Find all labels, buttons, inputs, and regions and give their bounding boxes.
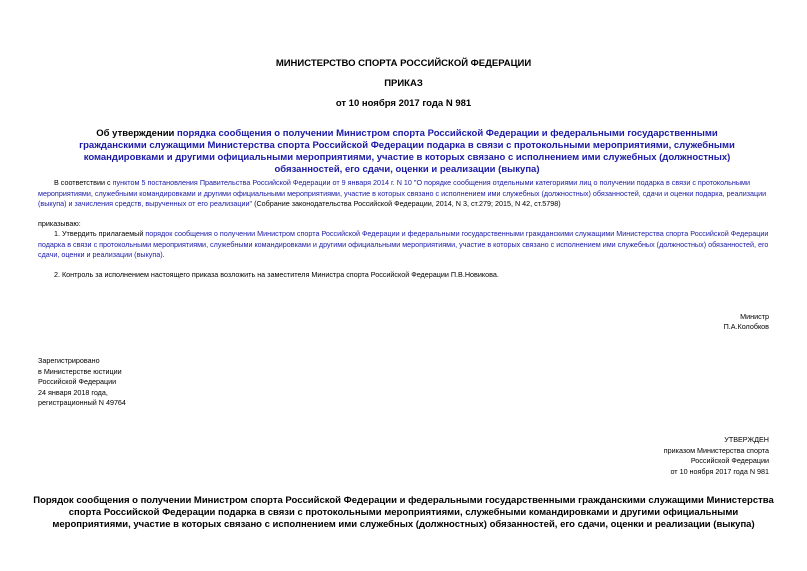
preamble-paragraph bbox=[38, 178, 772, 210]
title-link[interactable]: порядка сообщения о получении Министром спорта Российской Федерации и федеральными государственными гражданскими служащими Министерства спорта Российской Федерации подарка в связи с протокольными мероприятиями, служебными командировками и другими официальными мероприятиями, участие в которых связано с исполнением ими служебных (должностных) обязанностей, его сдачи, оценки и реализации (выкупа) bbox=[79, 128, 735, 175]
document-date-number: от 10 ноября 2017 года N 981 bbox=[335, 98, 472, 109]
registration-line: 24 января 2018 года, bbox=[38, 387, 108, 397]
order-item-2: 2. Контроль за исполнением настоящего приказа возложить на заместителя Министра спорта Российской Федерации П.В.Новикова. bbox=[54, 270, 499, 279]
registration-block bbox=[38, 356, 288, 409]
ministry-heading: МИНИСТЕРСТВО СПОРТА РОССИЙСКОЙ ФЕДЕРАЦИИ bbox=[275, 58, 532, 69]
item1-start: 1. Утвердить прилагаемый bbox=[54, 229, 146, 238]
registration-line: Зарегистрировано bbox=[38, 356, 100, 365]
approved-line: УТВЕРЖДЕН bbox=[724, 435, 769, 444]
order-title bbox=[62, 128, 752, 176]
order-item-1 bbox=[38, 229, 772, 261]
registration-line: регистрационный N 49764 bbox=[38, 398, 126, 407]
preamble-end: (Собрание законодательства Российской Федерации, 2014, N 3, ст.279; 2015, N 42, ст.5798) bbox=[252, 199, 561, 208]
registration-line: в Министерстве юстиции bbox=[38, 366, 122, 376]
approved-line: приказом Министерства спорта bbox=[663, 445, 769, 455]
registration-line: Российской Федерации bbox=[38, 377, 117, 386]
item1-link[interactable]: порядок сообщения о получении Министром спорта Российской Федерации и федеральными государственными гражданскими служащими Министерства спорта Российской Федерации подарка в связи с протокольными мероприятиями, служебными командировками и другими официальными мероприятиями, участие в которых связано с исполнением ими служебных (должностных) обязанностей, его сдачи, оценки и реализации (выкупа) bbox=[38, 229, 769, 259]
approved-block bbox=[520, 435, 769, 477]
preamble-law-link[interactable]: пунктом 5 постановления Правительства Российской Федерации от 9 января 2014 г. N 10 "О порядке сообщения отдельными категориями лиц о получении подарка в связи с протокольными мероприятиями, служебными командировками и другими официальными мероприятиями, участие в которых связано с исполнением ими служебных (должностных) обязанностей, сдачи и оценки подарка, реализации (выкупа) и зачисления средств, вырученных от его реализации" bbox=[38, 178, 767, 208]
annex-title: Порядок сообщения о получении Министром спорта Российской Федерации и федеральными государственными гражданскими служащими Министерства спорта Российской Федерации подарка в связи с протокольными мероприятиями, служебными командировками и другими официальными мероприятиями, участие в которых связано с исполнением ими служебных (должностных) обязанностей, его сдачи, оценки и реализации (выкупа) bbox=[33, 495, 774, 530]
signature-name: П.А.Колобков bbox=[723, 322, 769, 331]
preamble-start: В соответствии с bbox=[54, 178, 113, 187]
document-type: ПРИКАЗ bbox=[384, 78, 423, 89]
item1-end: . bbox=[162, 250, 165, 259]
title-prefix: Об утверждении bbox=[96, 128, 178, 139]
signature-position: Министр bbox=[740, 312, 769, 321]
approved-line: Российской Федерации bbox=[690, 456, 769, 465]
approved-line: от 10 ноября 2017 года N 981 bbox=[670, 466, 769, 476]
order-word: приказываю: bbox=[38, 219, 81, 228]
